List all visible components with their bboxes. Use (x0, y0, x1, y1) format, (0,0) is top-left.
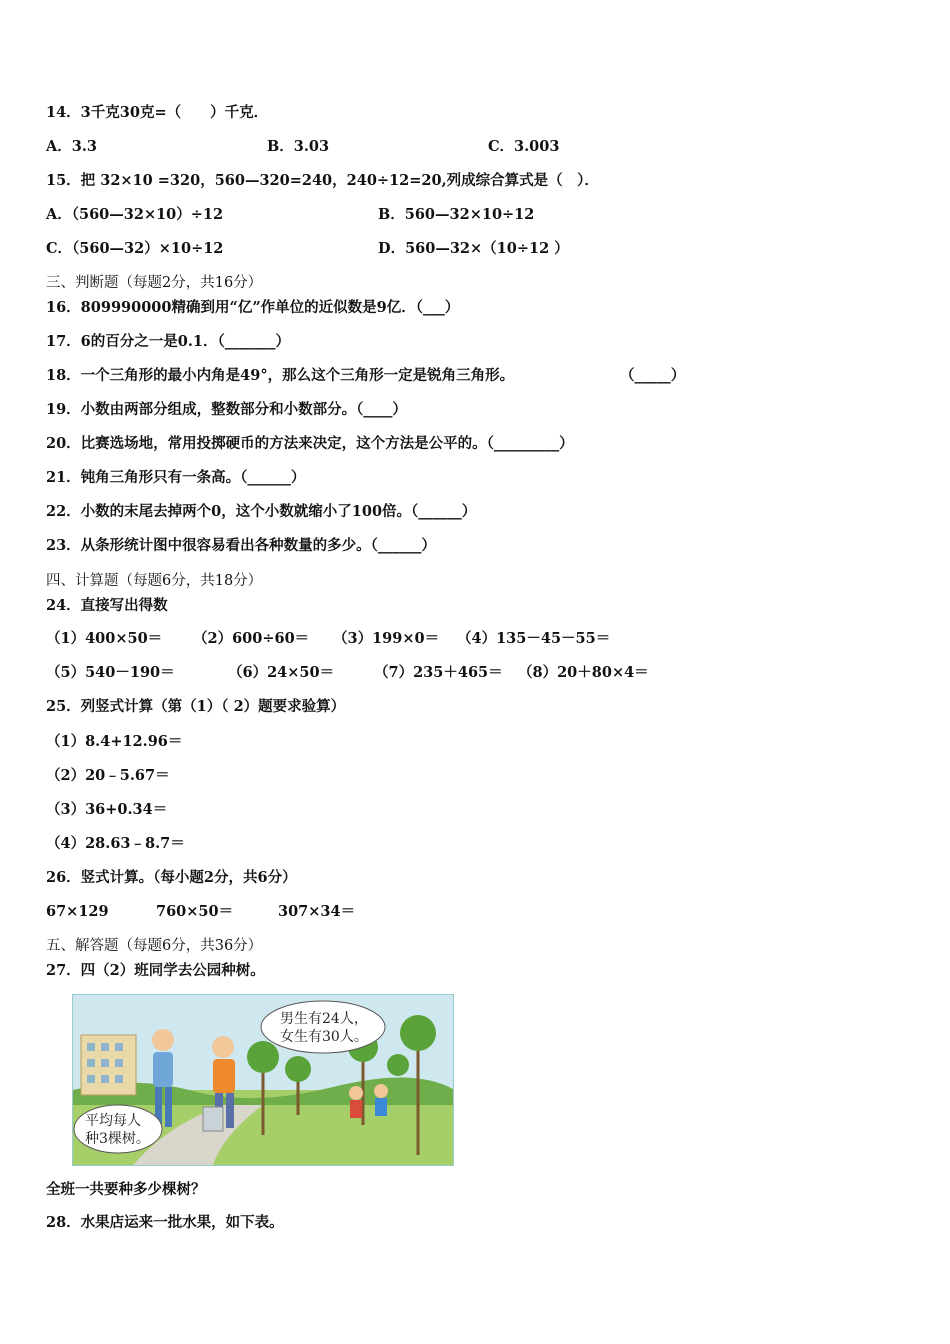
q26-item: 307×34＝ (278, 903, 356, 920)
q25-item: （3）36+0.34＝ (46, 801, 168, 818)
sign-line-1: 平均每人 (85, 1113, 141, 1129)
q15-option-c: C．（560—32）×10÷12 (46, 240, 224, 257)
q25-item: （1）8.4+12.96＝ (46, 733, 183, 750)
q19: 19．小数由两部分组成，整数部分和小数部分。（____） (46, 401, 407, 418)
q14-stem: 14．3千克30克=（ ）千克． (46, 104, 269, 121)
q16: 16．809990000精确到用“亿”作单位的近似数是9亿．（___） (46, 299, 460, 316)
q24-item: （3）199×0＝ (333, 630, 440, 647)
q27-stem: 27．四（2）班同学去公园种树。 (46, 962, 265, 979)
q27-question: 全班一共要种多少棵树？ (46, 1181, 206, 1198)
q14-option-b: B．3.03 (267, 138, 330, 155)
q26-item: 760×50＝ (156, 903, 234, 920)
q18: 18．一个三角形的最小内角是49°，那么这个三角形一定是锐角三角形。 (46, 367, 515, 384)
illustration-svg (73, 995, 453, 1165)
q24-item: （7）235＋465＝ (374, 664, 503, 681)
q24-item: （6）24×50＝ (228, 664, 335, 681)
section-5-heading: 五、解答题（每题6分，共36分） (46, 938, 263, 954)
bubble-line-2: 女生有30人。 (280, 1029, 368, 1045)
q15-option-a: A．（560—32×10）÷12 (46, 206, 224, 223)
q14-option-a: A．3.3 (46, 138, 97, 155)
q24-item: （1）400×50＝ (46, 630, 163, 647)
q24-stem: 24．直接写出得数 (46, 597, 168, 614)
bubble-line-1: 男生有24人， (280, 1011, 368, 1027)
q20: 20．比赛选场地，常用投掷硬币的方法来决定，这个方法是公平的。（_________） (46, 435, 574, 452)
q14-option-c: C．3.003 (488, 138, 560, 155)
q25-item: （2）20﹣5.67＝ (46, 767, 170, 784)
q15-option-b: B．560—32×10÷12 (378, 206, 535, 223)
q24-item: （8）20＋80×4＝ (518, 664, 649, 681)
q24-item: （5）540－190＝ (46, 664, 175, 681)
q23: 23．从条形统计图中很容易看出各种数量的多少。（______） (46, 537, 436, 554)
q15-option-d: D．560—32×（10÷12 ） (378, 240, 569, 257)
q25-stem: 25．列竖式计算（第（1）（ 2）题要求验算） (46, 698, 346, 715)
q22: 22．小数的末尾去掉两个0，这个小数就缩小了100倍。（______） (46, 503, 477, 520)
q21: 21．钝角三角形只有一条高。（______） (46, 469, 306, 486)
q24-item: （4）135－45－55＝ (457, 630, 611, 647)
sign-line-2: 种3棵树。 (85, 1131, 150, 1147)
q24-item: （2）600÷60＝ (193, 630, 310, 647)
tree-planting-illustration (72, 994, 454, 1166)
q25-item: （4）28.63﹣8.7＝ (46, 835, 185, 852)
q26-stem: 26．竖式计算。（每小题2分，共6分） (46, 869, 297, 886)
q15-stem: 15．把 32×10 =320，560—320=240，240÷12=20,列成综合算式是（ ）． (46, 172, 599, 189)
q26-item: 67×129 (46, 903, 109, 920)
q28-stem: 28．水果店运来一批水果，如下表。 (46, 1214, 284, 1231)
q18-blank: （_____） (620, 367, 686, 384)
q17: 17．6的百分之一是0.1．（_______） (46, 333, 290, 350)
section-4-heading: 四、计算题（每题6分，共18分） (46, 573, 263, 589)
section-3-heading: 三、判断题（每题2分，共16分） (46, 275, 263, 291)
